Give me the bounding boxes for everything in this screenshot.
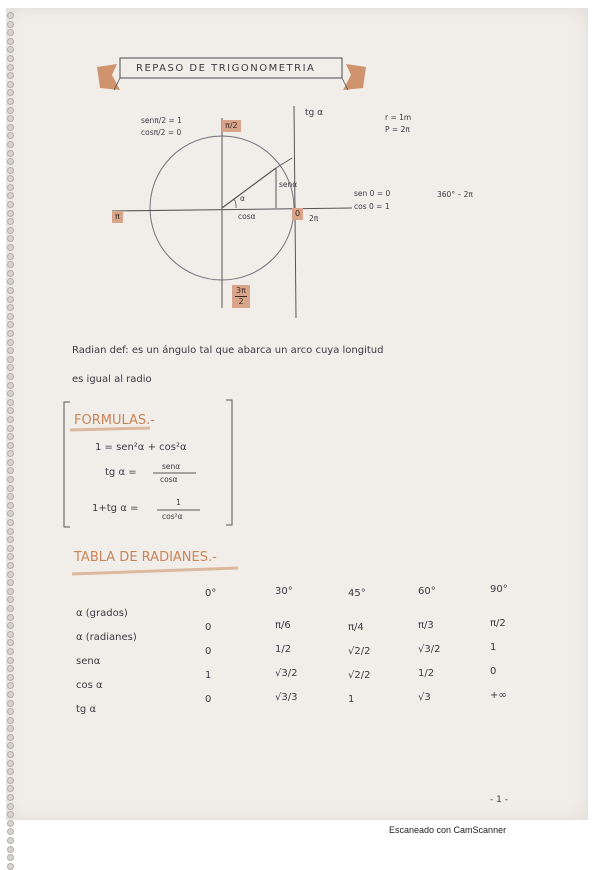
- table-cell: 1: [490, 642, 497, 653]
- table-row-label: cos α: [76, 680, 103, 691]
- p-text: P = 2π: [385, 125, 410, 134]
- table-cell: π/2: [490, 618, 506, 629]
- formula-2-left: tg α =: [105, 467, 137, 478]
- table-cell: 1/2: [275, 644, 292, 655]
- table-cell: 30°: [275, 586, 293, 597]
- table-cell: √2/2: [348, 646, 371, 657]
- formula-3-den: cos²α: [162, 512, 183, 521]
- table-cell: √3/2: [275, 668, 298, 679]
- radian-def-line2: es igual al radio: [72, 374, 152, 385]
- page-title: REPASO DE TRIGONOMETRIA: [136, 63, 316, 74]
- table-cell: √3/3: [275, 692, 298, 703]
- table-row-label: α (grados): [76, 608, 128, 619]
- table-cell: 1/2: [418, 668, 435, 679]
- formula-1: 1 = sen²α + cos²α: [95, 442, 187, 453]
- table-cell: 60°: [418, 586, 436, 597]
- table-cell: 0°: [205, 588, 217, 599]
- alpha-label: α: [240, 194, 245, 203]
- table-cell: 1: [205, 670, 212, 681]
- page-number: - 1 -: [490, 795, 508, 805]
- table-cell: 90°: [490, 584, 508, 595]
- table-row-label: tg α: [76, 704, 97, 715]
- formula-2-num: senα: [162, 462, 181, 471]
- formula-3-left: 1+tg α =: [92, 503, 139, 514]
- table-cell: 0: [205, 622, 212, 633]
- formulas-heading: FORMULAS.-: [74, 413, 155, 428]
- top-pi2-tag: π/2: [222, 120, 241, 132]
- spiral-ring: [7, 854, 14, 861]
- table-cell: 0: [205, 694, 212, 705]
- cos0-text: cos 0 = 1: [354, 202, 390, 211]
- right-zero-tag: 0: [292, 208, 303, 220]
- formula-2-den: cosα: [160, 475, 178, 484]
- left-pi-tag: π: [112, 211, 123, 223]
- cos-alpha-label: cosα: [238, 212, 256, 221]
- table-cell: π/6: [275, 620, 291, 631]
- table-row-label: α (radianes): [76, 632, 137, 643]
- tg-alpha-label: tg α: [305, 108, 324, 118]
- table-cell: +∞: [490, 690, 507, 701]
- table-cell: 0: [490, 666, 497, 677]
- table-row-label: senα: [76, 656, 101, 667]
- table-cell: 0: [205, 646, 212, 657]
- bottom-tag-den: 2: [238, 297, 244, 306]
- table-cell: √2/2: [348, 670, 371, 681]
- sen-alpha-label: senα: [279, 180, 298, 189]
- sen0-text: sen 0 = 0: [354, 189, 391, 198]
- deg360-text: 360° – 2π: [437, 190, 473, 199]
- table-cell: π/3: [418, 620, 434, 631]
- table-cell: π/4: [348, 622, 364, 633]
- sen-pi2-text: senπ/2 = 1: [141, 116, 182, 125]
- radian-def-line1: Radian def: es un ángulo tal que abarca un arco cuya longitud: [72, 345, 384, 356]
- spiral-ring: [7, 863, 14, 870]
- table-cell: 1: [348, 694, 355, 705]
- table-cell: 45°: [348, 588, 366, 599]
- table-heading: TABLA DE RADIANES.-: [74, 550, 217, 565]
- cos-pi2-text: cosπ/2 = 0: [141, 128, 182, 137]
- r-text: r = 1m: [385, 113, 412, 122]
- table-cell: √3: [418, 692, 431, 703]
- scanner-watermark: Escaneado con CamScanner: [389, 825, 507, 835]
- table-cell: √3/2: [418, 644, 441, 655]
- two-pi-label: 2π: [309, 214, 319, 223]
- formula-3-num: 1: [176, 498, 181, 507]
- bottom-tag-num: 3π: [236, 286, 246, 295]
